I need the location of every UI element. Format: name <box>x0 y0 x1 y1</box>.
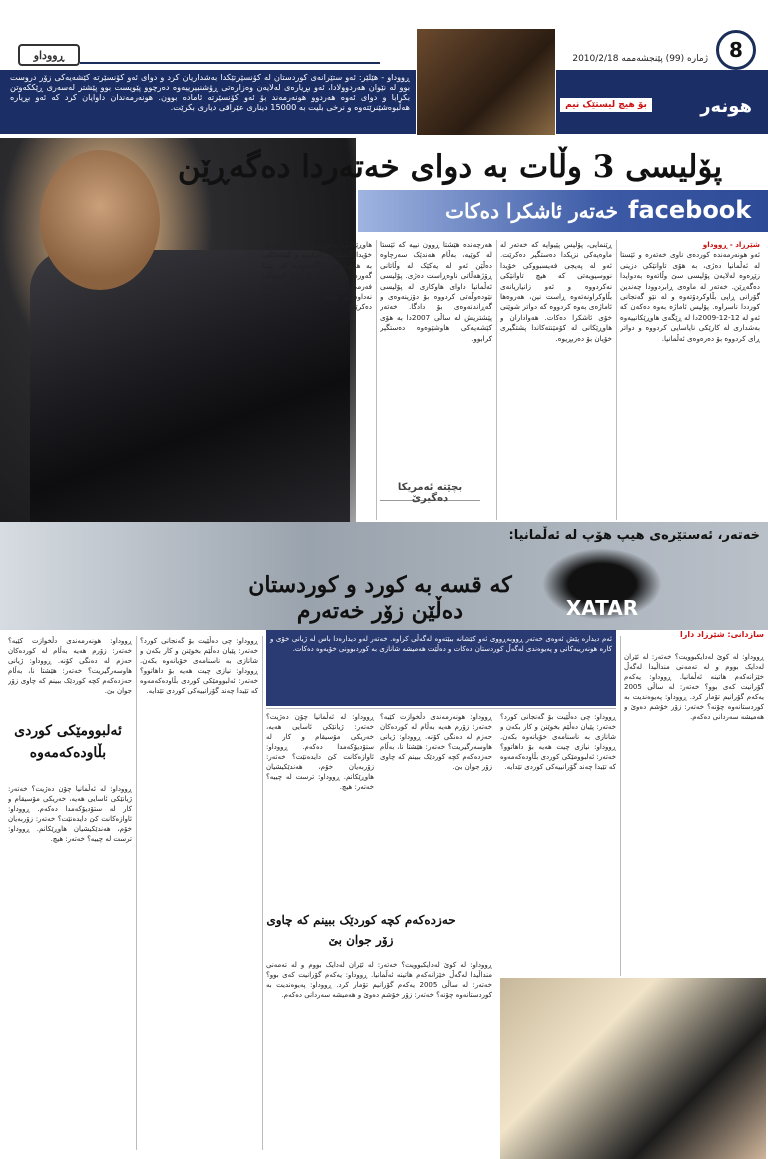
article-column-1 <box>620 240 760 520</box>
column-divider <box>620 636 621 976</box>
band-text: ڕووداو - هێلێر: ئەو ستێرانەی کوردستان لە کۆنسێرتێکدا بەشداریان کرد و دوای ئەو کۆنسێرتە کێشەیەکی زۆر دروست بوو لە نێوان هەردوولادا، ئەو بڕیارەی لەلایەن وەزارەتی ڕۆشنبیرییەوە دەرچوو پێویست بوو پێشتر لەسەری ڕێککەوتن بکرابا و دوای ئەوە هەردوو هونەرمەند بۆ ئەو کۆنسێرتە ئامادە بوون. هونەرمەندان داوایان کرد کە ئەو بڕیارە هەڵبوەشێنرێتەوە و نرخی بلیت بە 15000 دیناری عێراقی دیاری بکرێت. <box>10 72 410 112</box>
column-divider <box>136 636 137 1150</box>
interview-column-d: ڕووداو: لە ئەڵمانیا چۆن دەژیت؟ خەتەر: ژیانێکی ئاسایی هەیە، خەریکی مۆسیقام و کار لە ستۆدیۆکەمدا دەکەم. ڕووداو: ئاوازەکانت کێ دایدەنێت؟ خەتەر: زۆربەیان خۆم، هەندێکیشیان هاوڕێکانم. ڕووداو: ترست لە چییە؟ خەتەر: هیچ. <box>266 713 374 791</box>
row-divider <box>266 708 616 709</box>
column-divider <box>496 240 497 520</box>
article-column-2: ڕێنمایی، پۆلیس پێیوایە کە خەتەر لە ماوەیەکی نزیکدا دەستگیر دەکرێت. ئەو لە پەیجی فەیسبووکی خۆیدا نووسیویەتی کە هیچ تاوانێکی نەکردووە و ئەو زانیاریانەی بڵاوکراونەتەوە ڕاست نین، هەروەها ئاماژەی بەوە کردووە کە دواتر شوێنی خۆی ئاشکرا دەکات. هەواداران و هاوڕێکانی لە کۆمێنتەکاندا پشتگیری خۆیان بۆ دەربڕیوە. <box>500 240 612 343</box>
facebook-logo: facebook <box>628 196 752 224</box>
second-subhead: خەتەر، ئەستێرەی هیپ هۆپ لە ئەڵمانیا: <box>508 528 760 543</box>
pull-quote-girl: حەزدەکەم کچە کوردێک ببینم کە چاوی زۆر جوان بێ <box>266 913 456 947</box>
page-number: 8 <box>716 30 756 70</box>
column-text: ئەو هونەرمەندە کوردەی ناوی خەتەرە و ئێستا لە ئەڵمانیا دەژی، بە هۆی تاوانێکی دزینی زێڕەوە لەلایەن پۆلیسی سێ وڵاتەوە بەدوایدا دەگەڕێن. خەتەر لە ماوەی ڕابردوودا چەندین گۆرانی ڕاپی بڵاوکردۆتەوە و لە نێو گەنجانی کورددا ناسراوە. پۆلیس ئاماژە بەوە دەکەن کە ئەو لە 12-12-2009دا لە ڕێگەی هاوڕێکانییەوە بەشداری لە کارێکی نایاسایی کردووە و دواتر ڕای کردووە بۆ دەرەوەی ئەڵمانیا. <box>620 250 760 343</box>
interview-column-e: ڕووداو: چی دەڵێیت بۆ گەنجانی کورد؟ خەتەر: پێیان دەڵێم بخوێنن و کار بکەن و شانازی بە ناسنامەی خۆیانەوە بکەن. ڕووداو: نیازی چیت هەیە بۆ داهاتوو؟ خەتەر: ئەلبوومێکی کوردی بڵاودەکەمەوە کە تێیدا چەند گۆرانییەکی کوردی تێدایە. <box>140 637 258 695</box>
main-headline: پۆلیسی 3 وڵات بە دوای خەتەردا دەگەڕێن <box>177 149 723 185</box>
byline: شێرزاد - ڕووداو <box>702 240 760 249</box>
intro-box: ئەم دیدارە پێش ئەوەی خەتەر ڕووبەڕووی ئەو کێشانە ببێتەوە لەگەڵی کراوە. خەتەر لەو دیدارەدا باس لە ژیانی خۆی و کارە هونەرییەکانی و پەیوەندی لەگەڵ کوردستان دەکات و دەڵێت هەمیشە شانازی بە کوردبوونی خۆیەوە دەکات. <box>266 630 616 706</box>
band-photo <box>416 28 556 136</box>
xatar-logo: XATAR <box>542 548 662 620</box>
pull-quote-album: ئەلبوومێکی کوردی بڵاودەکەمەوە <box>14 723 122 761</box>
bottom-photo <box>500 978 766 1159</box>
interview-byline: سازدانی: شێرزاد دارا <box>680 630 764 639</box>
band-caption: بۆ هیچ لیستێک نیم <box>560 98 652 112</box>
facebook-subheadline: خەتەر ئاشکرا دەکات <box>445 199 618 223</box>
column-divider <box>376 240 377 520</box>
issue-line: ژماره (99) پێنجشەممە 2010/2/18 <box>572 54 708 64</box>
newspaper-logo: ڕووداو <box>18 44 80 66</box>
column-divider <box>262 636 263 1150</box>
section-title: هونەر <box>700 96 752 117</box>
article-column-3: هەرچەندە هێشتا ڕوون نییە کە ئێستا لە کوێیە، بەڵام هەندێک سەرچاوە دەڵێن ئەو لە یەکێک لە وڵاتانی ڕۆژهەڵاتی ناوەڕاست دەژی. پۆلیسی ئەڵمانیا داوای هاوکاری لە پۆلیسی نێودەوڵەتی کردووە بۆ دۆزینەوەی و گەڕاندنەوەی بۆ دادگا. خەتەر پێشتریش لە ساڵی 2007دا بە هۆی کێشەیەکی هاوشێوەوە دەستگیر کرابوو. <box>380 240 492 343</box>
header-rule <box>80 62 380 64</box>
interview-column-f: ڕووداو: هونەرمەندی دڵخوازت کێیە؟ خەتەر: زۆرم هەیە بەڵام لە کوردەکان حەزم لە دەنگی کۆنە. ڕووداو: ژیانی هاوسەرگیریت؟ خەتەر: هێشتا نا، بەڵام حەزدەکەم کچە کوردێک ببینم کە چاوی زۆر جوان بێ. <box>8 637 132 695</box>
interview-column-b: ڕووداو: چی دەڵێیت بۆ گەنجانی کورد؟ خەتەر: پێیان دەڵێم بخوێنن و کار بکەن و شانازی بە ناسنامەی خۆیانەوە بکەن. ڕووداو: نیازی چیت هەیە بۆ داهاتوو؟ خەتەر: ئەلبوومێکی کوردی بڵاودەکەمەوە کە تێیدا چەند گۆرانییەکی کوردی تێدایە. <box>500 713 616 771</box>
interview-column-c: ڕووداو: هونەرمەندی دڵخوازت کێیە؟ خەتەر: زۆرم هەیە بەڵام لە کوردەکان حەزم لە دەنگی کۆنە. ڕووداو: ژیانی هاوسەرگیریت؟ خەتەر: هێشتا نا، بەڵام حەزدەکەم کچە کوردێک ببینم کە چاوی زۆر جوان بێ. <box>380 713 492 771</box>
interview-column-g: ڕووداو: لە ئەڵمانیا چۆن دەژیت؟ خەتەر: ژیانێکی ئاسایی هەیە، خەریکی مۆسیقام و کار لە ستۆدیۆکەمدا دەکەم. ڕووداو: ئاوازەکانت کێ دایدەنێت؟ خەتەر: زۆربەیان خۆم، هەندێکیشیان هاوڕێکانم. ڕووداو: ترست لە چییە؟ خەتەر: هیچ. <box>8 785 132 843</box>
article-column-4: هاوڕێکانی دەڵێن ئەو لە ژیانی تایبەتی خۆیدا کەسێکی ئاسایییە و کێشەکانی بە هۆی ئەو ژینگەیەوەیە کە تێیدا گەورە بووە. تا ئێستا هیچ لایەنێکی فەرمی لێدوانی لەسەر ئەم بابەتە نەداوە و چاوەڕوانی زانیاری زیاتر دەکرێت. <box>262 240 372 312</box>
interview-column-h: ڕووداو: لە کوێ لەدایکبوویت؟ خەتەر: لە ئێران لەدایک بووم و لە تەمەنی منداڵیدا لەگەڵ خێزانەکەم هاتینە ئەڵمانیا. ڕووداو: یەکەم گۆرانیت کەی بوو؟ خەتەر: لە ساڵی 2005 یەکەم گۆرانیم تۆمار کرد. ڕووداو: پەیوەندیت بە کوردستانەوە چۆنە؟ خەتەر: زۆر خۆشم دەوێ و هەمیشە سەردانی دەکەم. <box>266 961 492 999</box>
interview-column-a: ڕووداو: لە کوێ لەدایکبوویت؟ خەتەر: لە ئێران لەدایک بووم و لە تەمەنی منداڵیدا لەگەڵ خێزانەکەم هاتینە ئەڵمانیا. ڕووداو: یەکەم گۆرانیت کەی بوو؟ خەتەر: لە ساڵی 2005 یەکەم گۆرانیم تۆمار کرد. ڕووداو: پەیوەندیت بە کوردستانەوە چۆنە؟ خەتەر: زۆر خۆشم دەوێ و هەمیشە سەردانی دەکەم. <box>624 653 764 721</box>
second-headline: کە قسە بە کورد و کوردستان دەڵێن زۆر خەتەرم <box>248 572 512 624</box>
pull-quote: بچێتە ئەمریکا دەگیرێ <box>380 482 480 501</box>
column-divider <box>616 240 617 520</box>
